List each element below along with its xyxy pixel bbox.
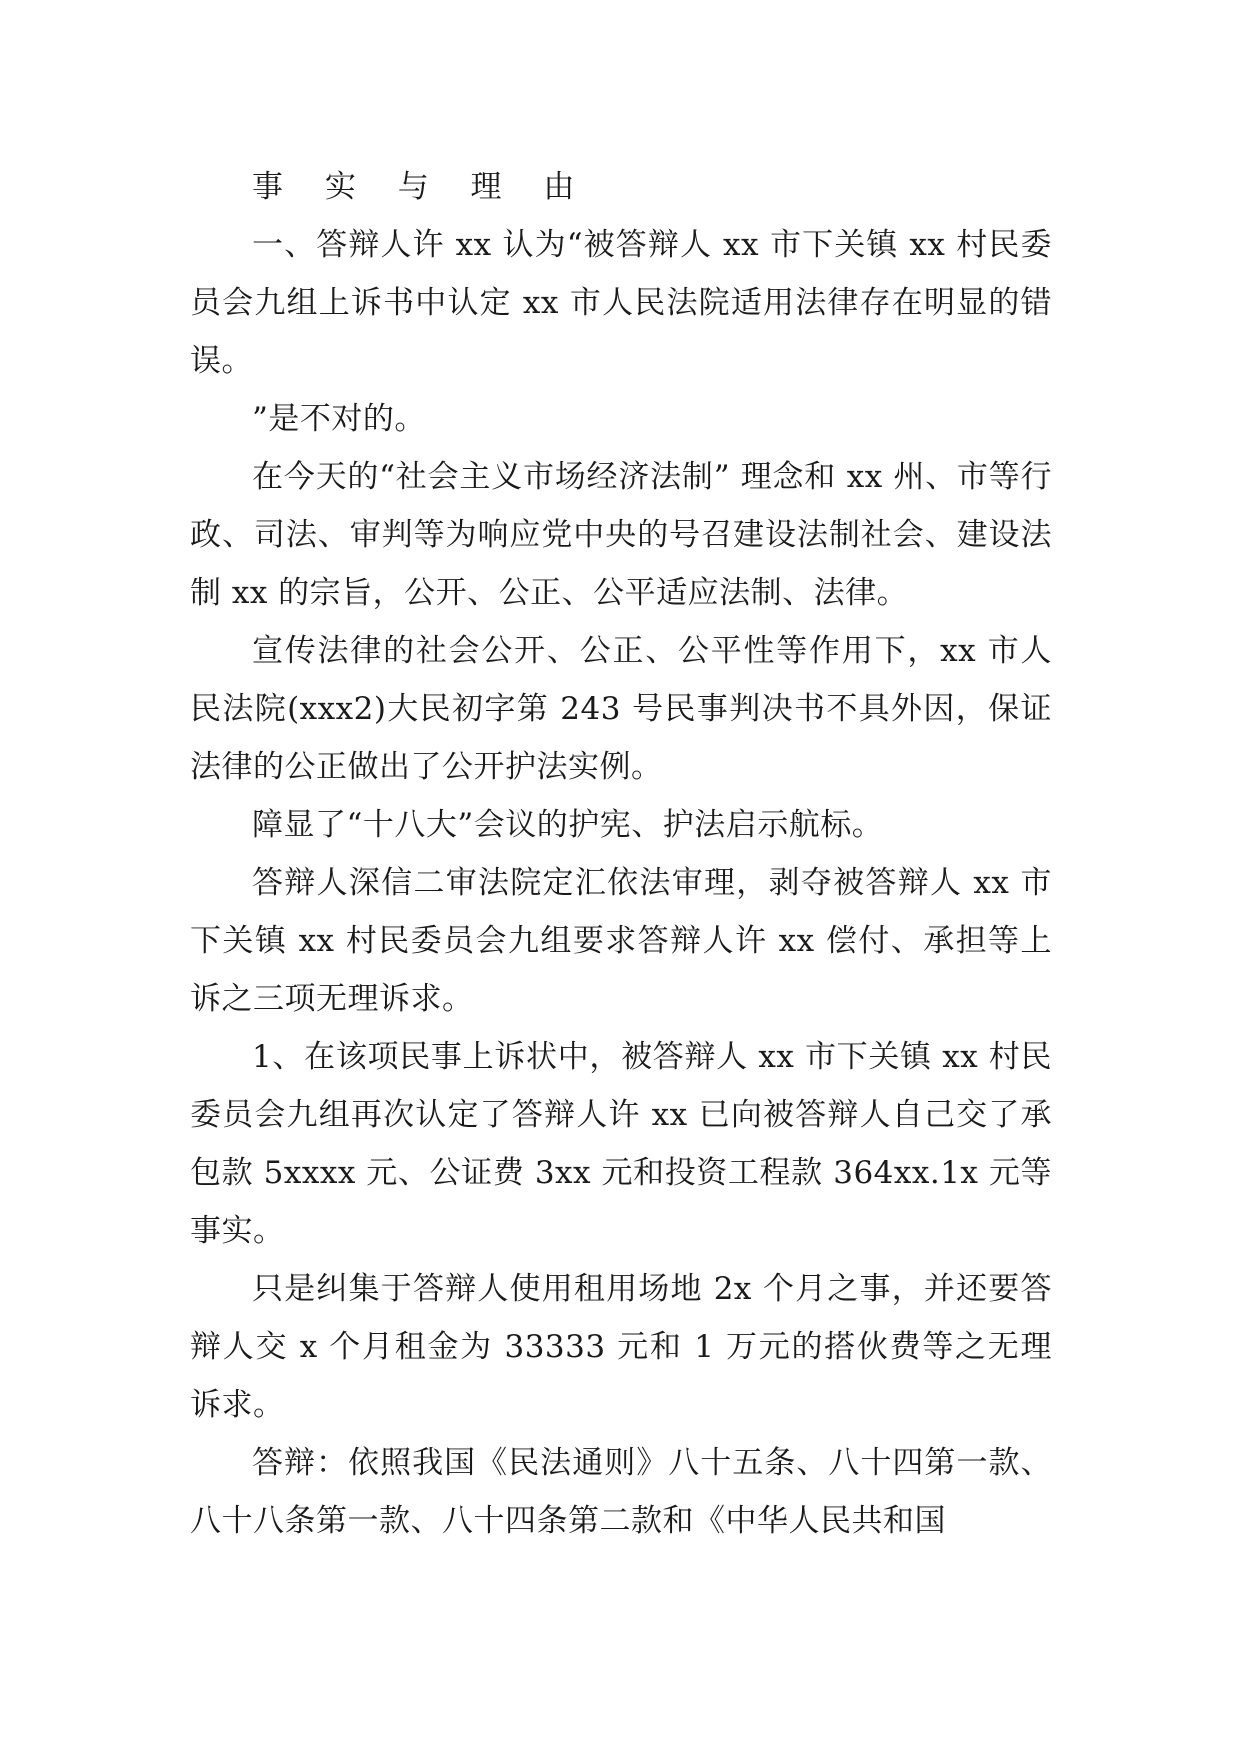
paragraph-1: 一、答辩人许 xx 认为“被答辩人 xx 市下关镇 xx 村民委员会九组上诉书中认定 xx 市人民法院适用法律存在明显的错误。 [190, 227, 1052, 379]
paragraph-5: 障显了“十八大”会议的护宪、护法启示航标。 [252, 807, 884, 843]
paragraph-9: 答辩：依照我国《民法通则》八十五条、八十四第一款、八十八条第一款、八十四条第二款和《中华人民共和国 [190, 1445, 1052, 1539]
paragraph-3: 在今天的“社会主义市场经济法制” 理念和 xx 州、市等行政、司法、审判等为响应党中央的号召建设法制社会、建设法制 xx 的宗旨，公开、公正、公平适应法制、法律。 [190, 459, 1052, 611]
paragraph-7: 1、在该项民事上诉状中，被答辩人 xx 市下关镇 xx 村民委员会九组再次认定了答辩人许 xx 已向被答辩人自己交了承包款 5xxxx 元、公证费 3xx 元和投资工程款 364xx.1x 元等事实。 [190, 1039, 1052, 1249]
section-heading: 事 实 与 理 由 [252, 169, 591, 205]
paragraph-2: ”是不对的。 [252, 401, 426, 437]
paragraph-8: 只是纠集于答辩人使用租用场地 2x 个月之事，并还要答辩人交 x 个月租金为 33333 元和 1 万元的搭伙费等之无理诉求。 [190, 1271, 1052, 1423]
paragraph-6: 答辩人深信二审法院定汇依法审理，剥夺被答辩人 xx 市下关镇 xx 村民委员会九组要求答辩人许 xx 偿付、承担等上诉之三项无理诉求。 [190, 865, 1052, 1017]
paragraph-4: 宣传法律的社会公开、公正、公平性等作用下，xx 市人民法院(xxx2)大民初字第 243 号民事判决书不具外因，保证法律的公正做出了公开护法实例。 [190, 633, 1052, 785]
document-body [190, 158, 1052, 1550]
